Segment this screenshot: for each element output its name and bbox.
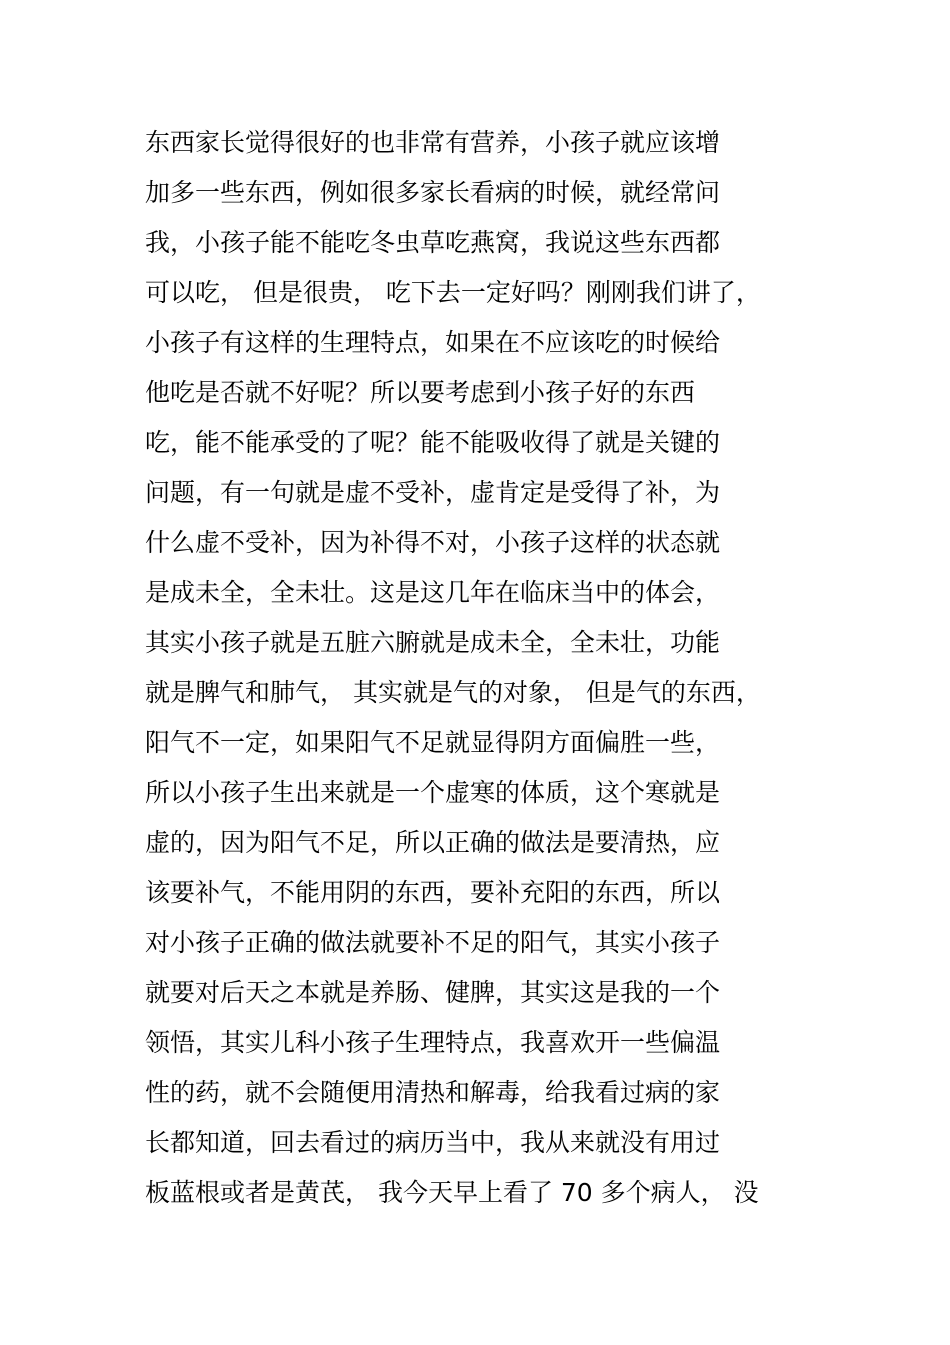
text-line-3: 我，小孩子能不能吃冬虫草吃燕窝，我说这些东西都 [145,228,721,257]
text-line-8: 问题，有一句就是虚不受补，虚肯定是受得了补，为 [145,478,721,507]
text-line-7: 吃，能不能承受的了呢？能不能吸收得了就是关键的 [145,428,721,457]
text-line-2: 加多一些东西，例如很多家长看病的时候，就经常问 [145,178,721,207]
text-line-20: 性的药，就不会随便用清热和解毒，给我看过病的家 [145,1078,721,1107]
text-line-16: 该要补气，不能用阴的东西，要补充阳的东西，所以 [145,878,721,907]
text-line-10: 是成未全，全未壮。这是这几年在临床当中的体会， [145,578,721,607]
text-line-1: 东西家长觉得很好的也非常有营养，小孩子就应该增 [145,128,721,157]
text-line-17: 对小孩子正确的做法就要补不足的阳气，其实小孩子 [145,928,721,957]
text-line-6: 他吃是否就不好呢？所以要考虑到小孩子好的东西 [145,378,696,407]
text-line-14: 所以小孩子生出来就是一个虚寒的体质，这个寒就是 [145,778,721,807]
text-line-19: 领悟，其实儿科小孩子生理特点，我喜欢开一些偏温 [145,1028,721,1057]
text-line-5: 小孩子有这样的生理特点，如果在不应该吃的时候给 [145,328,721,357]
text-line-12: 就是脾气和肺气， 其实就是气的对象， 但是气的东西， [145,678,761,707]
text-line-21: 长都知道，回去看过的病历当中，我从来就没有用过 [145,1128,721,1157]
text-line-9: 什么虚不受补，因为补得不对，小孩子这样的状态就 [145,528,721,557]
text-line-22: 板蓝根或者是黄芪， 我今天早上看了 70 多个病人， 没 [145,1178,759,1207]
text-line-11: 其实小孩子就是五脏六腑就是成未全，全未壮，功能 [145,628,721,657]
text-line-13: 阳气不一定，如果阳气不足就显得阴方面偏胜一些， [145,728,721,757]
text-line-18: 就要对后天之本就是养肠、健脾，其实这是我的一个 [145,978,721,1007]
text-line-15: 虚的，因为阳气不足，所以正确的做法是要清热，应 [145,828,721,857]
text-line-4: 可以吃， 但是很贵， 吃下去一定好吗？刚刚我们讲了， [145,278,761,307]
body-text [145,118,845,1218]
